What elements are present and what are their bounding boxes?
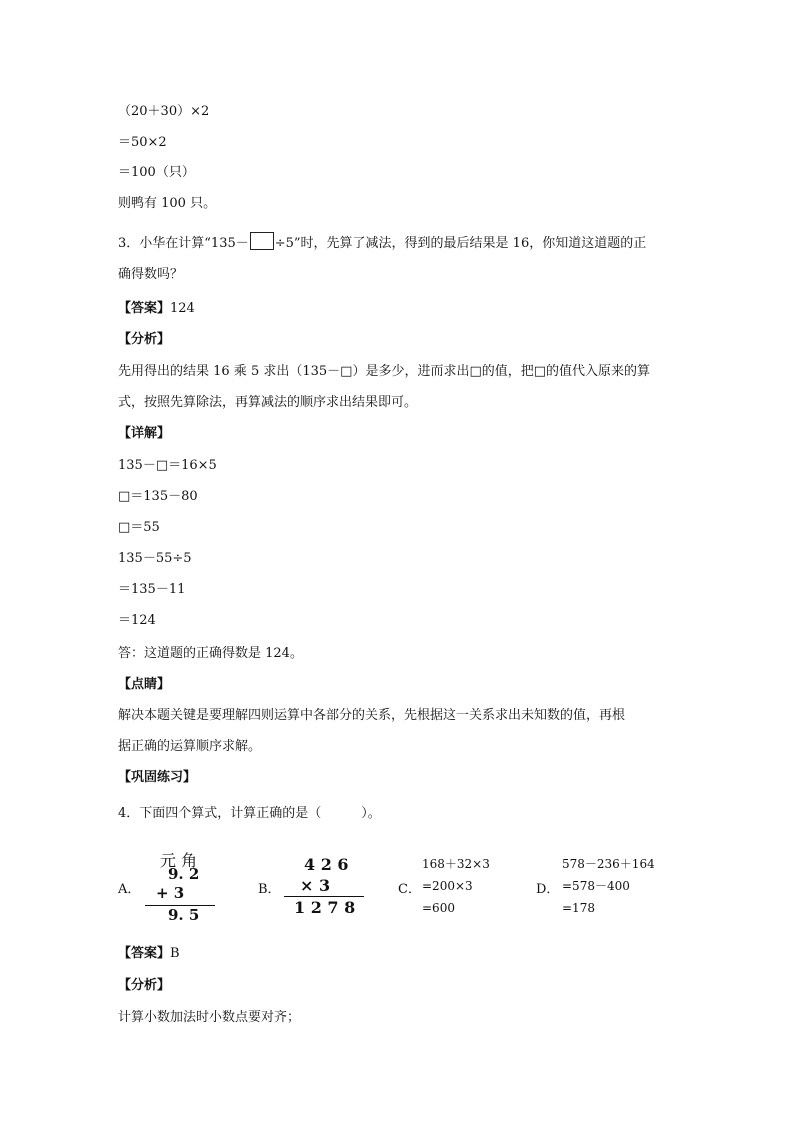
question-text: 3．小华在计算“135－ [118, 236, 249, 251]
option-c-letter: C． [398, 882, 421, 897]
point-text: 据正确的运算顺序求解。 [118, 739, 262, 754]
option-b-row1: 4 2 6 [304, 855, 349, 874]
question-text: ）。 [361, 806, 381, 821]
option-d-line: 578－236＋164 [562, 857, 655, 871]
answer-label: 【答案】 [118, 946, 171, 961]
option-b-rule [284, 896, 364, 897]
option-c-line: =200×3 [422, 879, 473, 893]
option-a-row1: 9. 2 [168, 865, 200, 883]
analysis-text: 计算小数加法时小数点要对齐； [118, 1010, 301, 1025]
option-a-row2: + 3 [156, 884, 185, 902]
option-d-line: =178 [562, 901, 595, 915]
equation-line: ＝50×2 [118, 135, 167, 150]
point-text: 解决本题关键是要理解四则运算中各部分的关系，先根据这一关系求出未知数的值，再根 [118, 708, 626, 723]
blank-box [250, 232, 274, 250]
option-d-line: =578－400 [562, 879, 630, 893]
step-line: ＝124 [118, 613, 156, 628]
question-3-stem-cont: 确得数吗？ [118, 267, 184, 282]
option-a-result: 9. 5 [168, 906, 200, 924]
option-c-line: 168＋32×3 [422, 857, 490, 871]
step-line: □＝55 [118, 520, 160, 535]
reply-line: 答：这道题的正确得数是 124。 [118, 646, 303, 661]
analysis-text: 先用得出的结果 16 乘 5 求出（135－□）是多少，进而求出□的值，把□的值代入原来的算 [118, 364, 651, 379]
question-3-stem [118, 232, 646, 252]
answer-line [118, 301, 195, 317]
option-a-letter: A． [118, 882, 141, 897]
practice-label: 【巩固练习】 [118, 770, 197, 785]
conclusion-line: 则鸭有 100 只。 [118, 196, 217, 211]
answer-value: 124 [170, 301, 195, 316]
question-4-stem [118, 806, 381, 822]
step-line: 135－□＝16×5 [118, 458, 217, 473]
option-d-letter: D． [536, 882, 560, 897]
analysis-label: 【分析】 [118, 978, 171, 993]
detail-label: 【详解】 [118, 426, 171, 441]
option-b-letter: B． [258, 882, 281, 897]
answer-label: 【答案】 [118, 301, 171, 316]
equation-line: （20＋30）×2 [118, 104, 210, 119]
equation-line: ＝100（只） [118, 165, 195, 180]
question-text: 4．下面四个算式，计算正确的是（ [118, 806, 322, 821]
step-line: ＝135－11 [118, 582, 186, 597]
question-text: ÷5”时，先算了减法，得到的最后结果是 16，你知道这道题的正 [274, 236, 647, 251]
option-b-row2: × 3 [300, 876, 331, 895]
point-label: 【点睛】 [118, 677, 171, 692]
step-line: 135－55÷5 [118, 551, 192, 566]
answer-line [118, 946, 180, 962]
option-b-result: 1 2 7 8 [294, 898, 356, 917]
step-line: □＝135－80 [118, 489, 198, 504]
option-a-header: 元 角 [160, 851, 198, 870]
option-c-line: =600 [422, 901, 455, 915]
analysis-label: 【分析】 [118, 332, 171, 347]
answer-value: B [170, 946, 180, 961]
analysis-text: 式，按照先算除法，再算减法的顺序求出结果即可。 [118, 395, 418, 410]
